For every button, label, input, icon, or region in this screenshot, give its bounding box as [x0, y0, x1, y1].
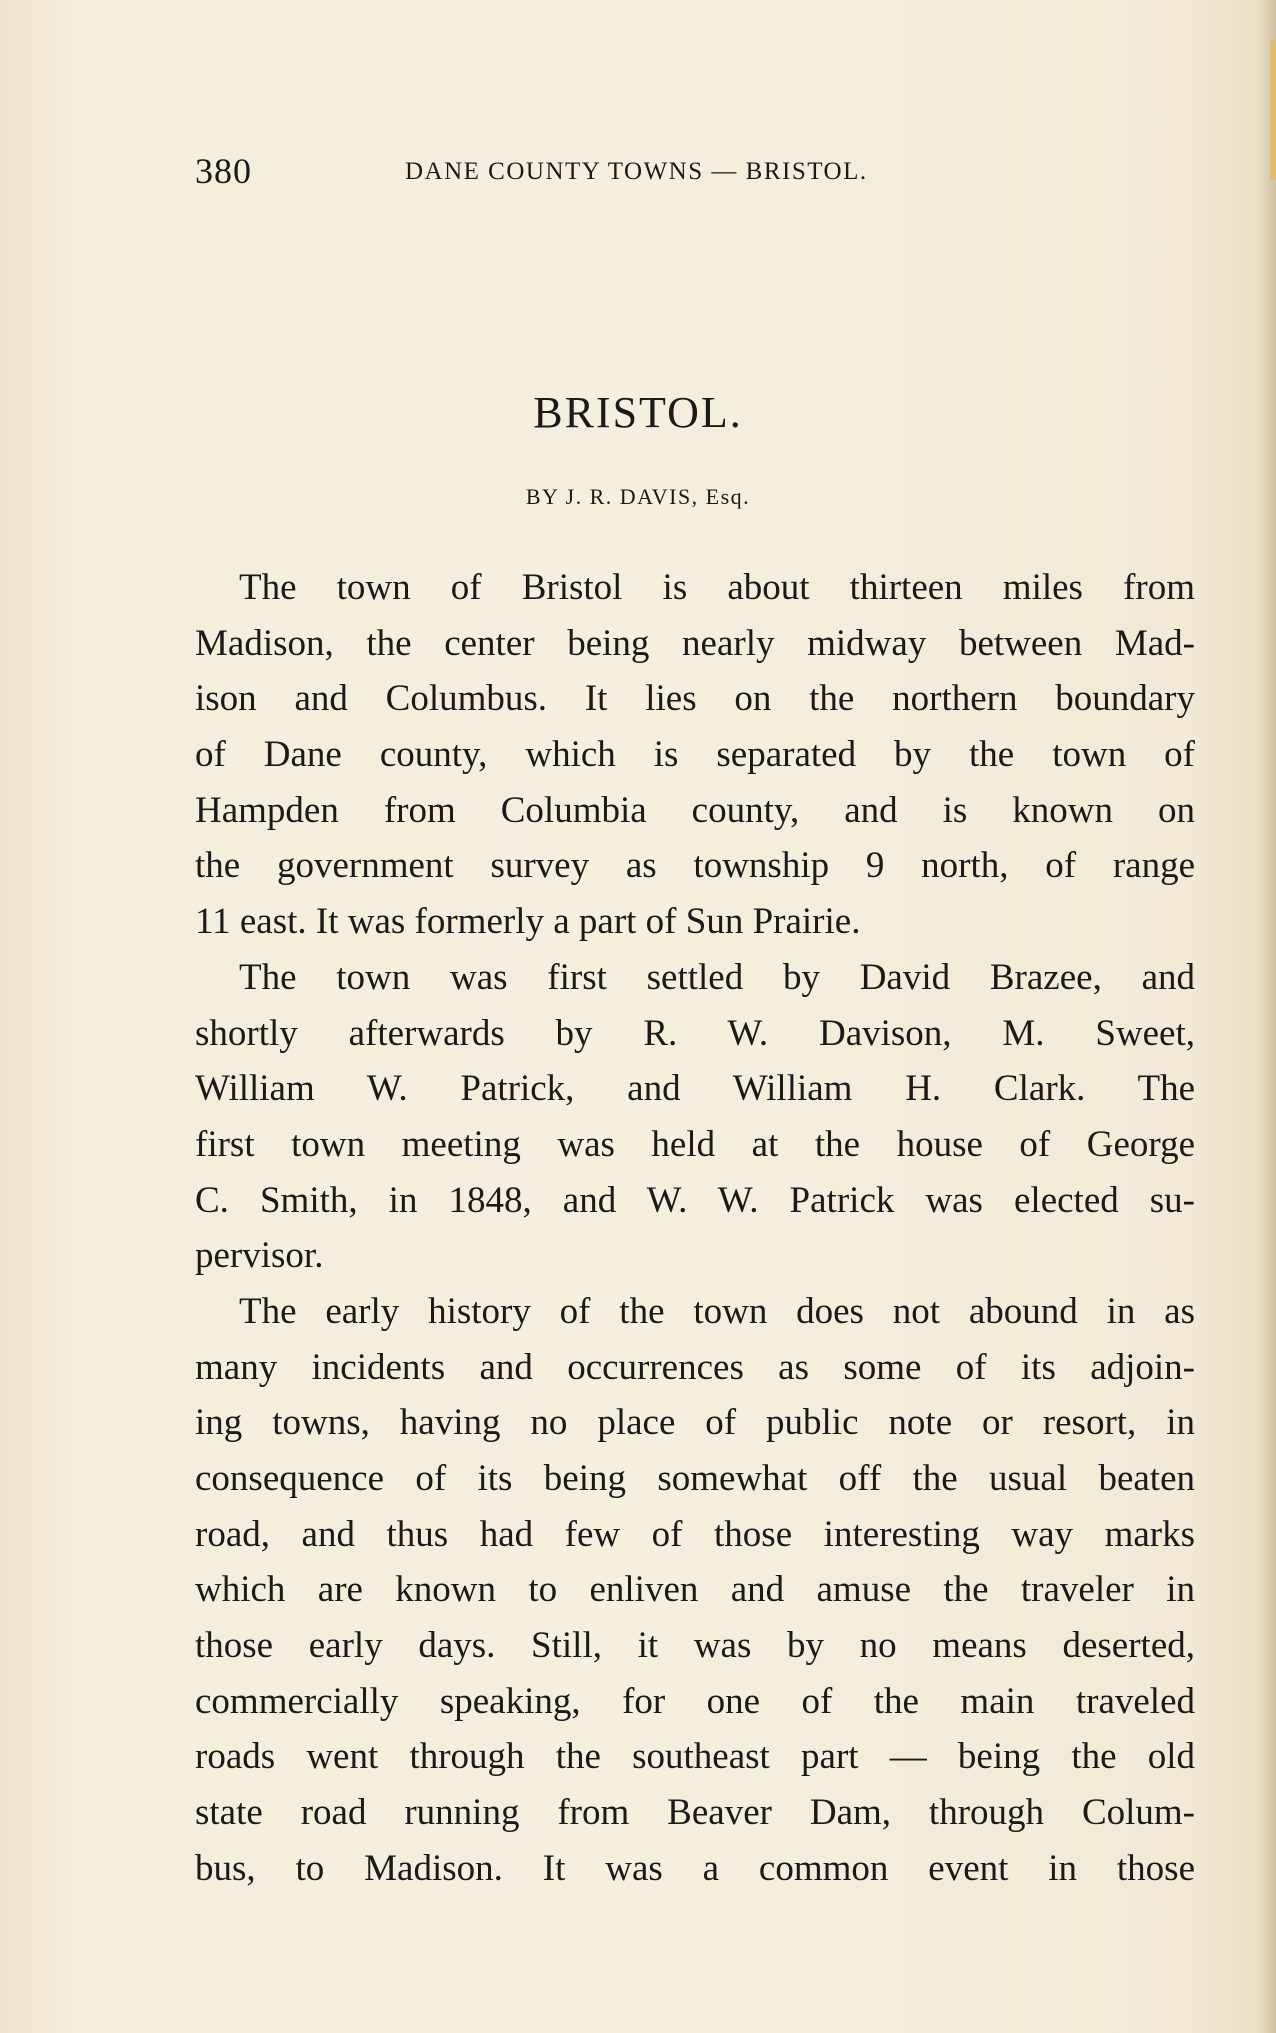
text-line: which are known to enliven and amuse the traveler in: [195, 1569, 1195, 1611]
text-line: Madison, the center being nearly midway between Mad-: [195, 622, 1195, 664]
text-line: The town was first settled by David Brazee, and: [239, 956, 1195, 998]
text-line: C. Smith, in 1848, and W. W. Patrick was elected su-: [195, 1179, 1195, 1221]
text-line: those early days. Still, it was by no means deserted,: [195, 1625, 1195, 1667]
text-line: of Dane county, which is separated by the town of: [195, 734, 1195, 776]
text-line: the government survey as township 9 north, of range: [195, 845, 1195, 887]
text-line: consequence of its being somewhat off the usual beaten: [195, 1458, 1195, 1499]
text-line: roads went through the southeast part — being the old: [195, 1736, 1195, 1778]
text-line: shortly afterwards by R. W. Davison, M. Sweet,: [195, 1012, 1195, 1054]
article-title: BRISTOL.: [533, 388, 743, 437]
text-line: Hampden from Columbia county, and is known on: [195, 789, 1195, 831]
text-line: pervisor.: [195, 1235, 324, 1277]
text-line: ing towns, having no place of public note or resort, in: [195, 1402, 1195, 1444]
running-head: DANE COUNTY TOWNS — BRISTOL.: [405, 158, 868, 185]
text-line: road, and thus had few of those interesting way marks: [195, 1513, 1195, 1555]
page-header: [195, 150, 1195, 200]
page-number: 380: [195, 151, 252, 191]
text-line: 11 east. It was formerly a part of Sun Prairie.: [195, 901, 861, 943]
text-line: many incidents and occurrences as some of its adjoin-: [195, 1346, 1195, 1388]
text-line: state road running from Beaver Dam, through Colum-: [195, 1792, 1195, 1834]
text-line: commercially speaking, for one of the main traveled: [195, 1680, 1195, 1722]
body-text: [195, 560, 1195, 1897]
text-line: bus, to Madison. It was a common event in those: [195, 1847, 1195, 1889]
text-line: first town meeting was held at the house of George: [195, 1123, 1195, 1165]
text-line: The town of Bristol is about thirteen miles from: [239, 567, 1195, 608]
text-line: ison and Columbus. It lies on the northern boundary: [195, 678, 1195, 720]
text-line: William W. Patrick, and William H. Clark. The: [195, 1068, 1195, 1110]
page-edge-shadow: [1258, 0, 1276, 2033]
text-line: The early history of the town does not abound in as: [239, 1290, 1195, 1332]
article-byline: BY J. R. DAVIS, Esq.: [525, 484, 751, 509]
page-edge-mark: [1270, 40, 1276, 180]
